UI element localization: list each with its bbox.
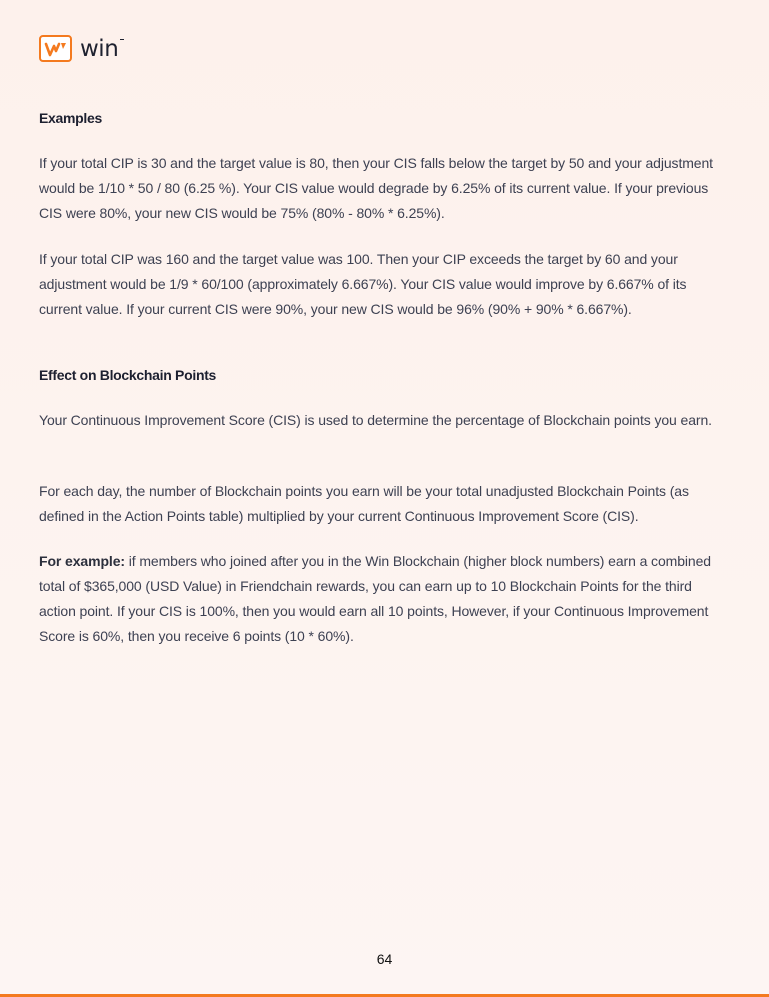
effect-paragraph-1: Your Continuous Improvement Score (CIS) is used to determine the percentage of Blockchain points you earn.: [39, 412, 712, 428]
brand-logo: [39, 35, 118, 62]
examples-paragraph-2: If your total CIP was 160 and the target value was 100. Then your CIP exceeds the target by 60 and your adjustment would be 1/9 * 60/100 (approximately 6.667%). Your CIS value would improve by 6.667% of its current value. If your current CIS were 90%, your new CIS would be 96% (90% + 90% * 6.667%).: [39, 251, 687, 317]
brand-wordmark: win: [80, 36, 118, 62]
effect-heading: Effect on Blockchain Points: [39, 367, 217, 383]
for-example-label: For example:: [39, 553, 125, 569]
effect-paragraph-2: For each day, the number of Blockchain points you earn will be your total unadjusted Blockchain Points (as defined in the Action Points table) multiplied by your current Continuous Improvement Score (CIS).: [39, 483, 689, 524]
examples-heading: Examples: [39, 110, 102, 126]
win-logo-icon: [39, 35, 72, 62]
for-example-text: if members who joined after you in the Win Blockchain (higher block numbers) earn a combined total of $365,000 (USD Value) in Friendchain rewards, you can earn up to 10 Blockchain Points for the third action point. If your CIS is 100%, then you would earn all 10 points, However, if your Continuous Improvement Score is 60%, then you receive 6 points (10 * 60%).: [39, 553, 711, 644]
examples-paragraph-1: If your total CIP is 30 and the target value is 80, then your CIS falls below the target by 50 and your adjustment would be 1/10 * 50 / 80 (6.25 %). Your CIS value would degrade by 6.25% of its current value. If your previous CIS were 80%, your new CIS would be 75% (80% - 80% * 6.25%).: [39, 155, 713, 221]
page-number: 64: [376, 951, 393, 967]
effect-paragraph-3: [39, 549, 729, 649]
